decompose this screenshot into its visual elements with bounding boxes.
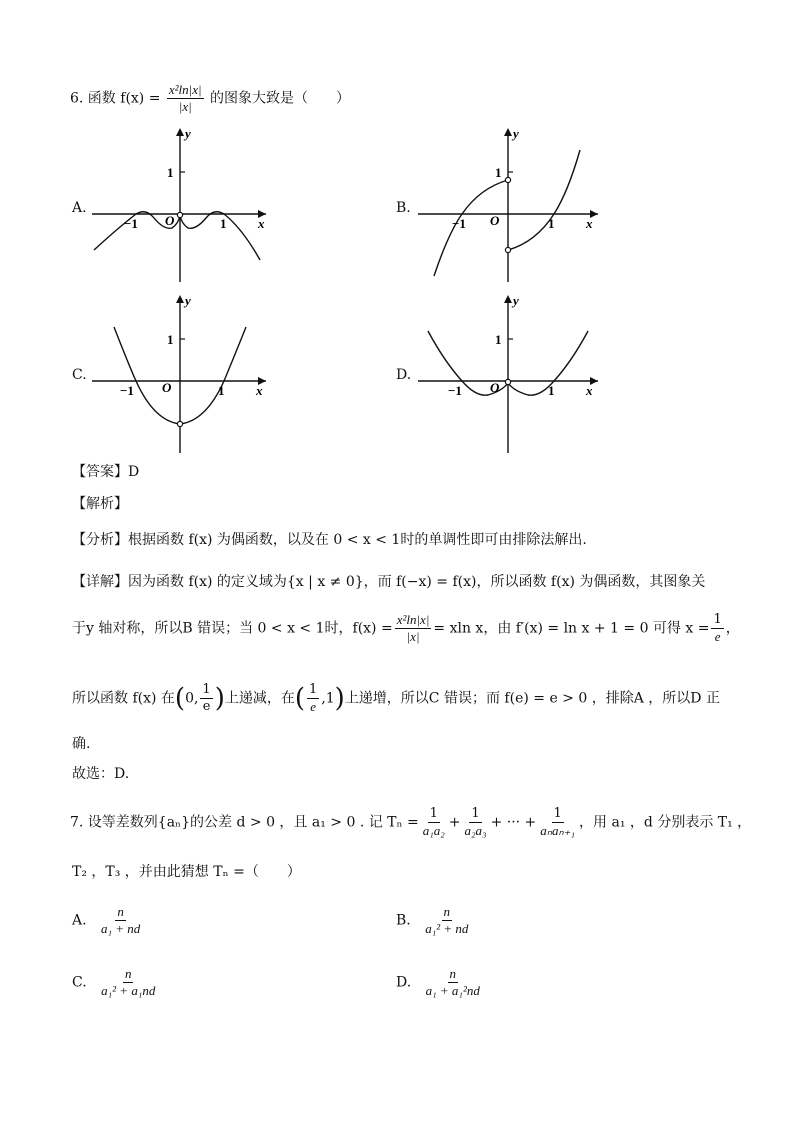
q7-option-c [72,966,159,999]
q7-option-b [396,904,472,937]
answer-value: D [128,464,140,480]
q7-option-b-label: B. [396,912,411,929]
q6-xiangjie-line1 [72,572,705,592]
graph-a [88,124,270,284]
q7-option-d-den: a₁ + a₁²nd [425,983,480,998]
q6-fraction [167,82,204,115]
graph-d-origin: O [490,380,500,395]
graph-a-y-arrow [176,128,184,136]
graph-c-y-arrow [176,295,184,303]
graph-b-tick-pos-label: 1 [548,216,555,231]
graph-d-tick-y-label: 1 [495,332,502,347]
answer-tag: 【答案】 [72,464,128,480]
xj-line3-c: 上递增，所以C 错误；而 f(e) = e > 0 ，排除A ，所以D 正 [344,690,720,707]
q7-option-a-num: n [117,904,124,919]
q6-fenxi [72,530,587,550]
q7-option-d-frac [424,966,482,999]
graph-b-y-arrow [504,128,512,136]
graph-d-tick-pos-label: 1 [548,383,555,398]
q6-answer [72,462,139,482]
xj-line3-int2-num: 1 [309,682,318,697]
q6-xiangjie-line3: 所以函数 f(x) 在(0, $\frac{1}{e}$ )上递减，在( $\frac{1}{e}$ ,1)上递增，所以C 错误；而 f(e) = e > 0 ，排除A ，所以D 正 [72,682,720,714]
graph-c-axis-x-label: x [256,383,263,398]
q7-term1-den: a₁a₂ [422,823,445,838]
fenxi-tag: 【分析】 [72,532,128,548]
graph-c-axis-y-label: y [185,293,191,308]
q7-option-c-den: a₁² + a₁nd [101,983,156,998]
q7-option-a-label: A. [72,912,87,929]
graph-b-axis-y-label: y [513,126,519,141]
q7-option-d [396,966,484,999]
xj-line3-int1-den: e [202,699,211,714]
xj-line3-int1-a: 0, [185,690,199,707]
q7-termn-den: aₙaₙ₊₁ [540,823,576,838]
q6-stem [70,82,350,115]
graph-d-y-arrow [504,295,512,303]
q6-frac-num: x²ln|x| [168,82,202,97]
xj-line3-int2-den: e [310,699,317,714]
q7-option-a-den: a₁ + nd [101,921,141,936]
graph-a-axis-y-label: y [185,126,191,141]
graph-a-tick-neg-label: −1 [124,216,138,231]
graph-b-curve-left [434,180,508,276]
graph-c-hole [177,421,182,426]
graph-c-label: C. [72,367,87,383]
q7-term2 [463,806,489,839]
q7-option-b-den: a₁² + nd [425,921,469,936]
q7-stem-a: 7. 设等差数列{aₙ}的公差 d > 0 ，且 a₁ > 0 . 记 Tₙ = [70,814,419,831]
fenxi-text: 根据函数 f(x) 为偶函数，以及在 0 < x < 1时的单调性即可由排除法解出. [128,532,587,548]
q6-frac-den: |x| [178,99,192,114]
q7-stem-line1 [70,806,751,839]
q6-xiangjie-line4: 确. [72,736,91,752]
xj-line2-frac2-num: 1 [713,612,722,627]
graph-a-tick-pos-label: 1 [220,216,227,231]
graph-a-axis-x-label: x [258,216,265,231]
graph-d-axis-x-label: x [586,383,593,398]
q7-option-a [72,904,144,937]
graph-c [88,291,270,455]
q7-termn-num: 1 [553,806,562,821]
xj-line2-fraction2 [711,612,723,645]
q6-choose: 故选：D. [72,766,130,782]
q7-dots: + ··· + [490,814,537,831]
xj-line3-int2-frac [307,682,319,715]
xj-line2-frac-den: |x| [406,629,420,644]
xj-line3-b: 上递减，在 [224,690,295,707]
q7-option-a-frac [99,904,142,937]
graph-d-tick-neg-label: −1 [448,383,462,398]
q7-term2-num: 1 [471,806,480,821]
xj-line3-a: 所以函数 f(x) 在 [72,690,175,707]
q7-term2-den: a₂a₃ [464,823,487,838]
xj-line2-b: = xln x，由 f′(x) = ln x + 1 = 0 可得 x = [433,620,710,637]
xj-line3-int1-frac [200,682,212,715]
q7-option-d-num: n [449,966,456,981]
xj-line3-int2-b: ,1 [321,690,335,707]
xiangjie-line1-text: 因为函数 f(x) 的定义域为{x | x ≠ 0}，而 f(−x) = f(x)，所以函数 f(x) 为偶函数，其图象关 [128,574,706,590]
q6-xiangjie-line2 [72,612,740,645]
graph-a-origin: O [165,213,175,228]
q7-option-b-num: n [443,904,451,919]
q7-option-c-label: C. [72,974,87,991]
graph-b-hole-bottom [505,247,510,252]
graph-b-axis-x-label: x [586,216,593,231]
graph-a-tick-y-label: 1 [167,165,174,180]
q7-plus: + [448,814,461,831]
q7-stem-line2: T₂ ，T₃ ，并由此猜想 Tₙ =（ ） [72,864,301,880]
q7-option-b-frac [423,904,470,937]
graph-c-tick-pos-label: 1 [218,383,225,398]
graph-d-axis-y-label: y [513,293,519,308]
graph-b-tick-neg-label: −1 [452,216,466,231]
graph-b-hole-top [505,177,510,182]
xj-line2-a: 于y 轴对称，所以B 错误；当 0 < x < 1时，f(x) = [72,620,393,637]
graph-c-tick-neg-label: −1 [120,383,134,398]
graph-b [414,124,604,284]
xj-line2-frac-num: x²ln|x| [396,612,430,627]
graph-c-tick-y-label: 1 [167,332,174,347]
graph-b-curve-right [508,150,580,250]
q7-term1-num: 1 [429,806,438,821]
xiangjie-tag: 【详解】 [72,574,128,590]
q6-stem-tail: 的图象大致是（ ） [205,90,351,107]
graph-b-label: B. [396,200,411,216]
q7-option-c-frac [99,966,157,999]
q7-stem-b: ，用 a₁ ，d 分别表示 T₁ ， [579,814,752,831]
xj-line2-fraction [395,612,432,645]
graph-b-tick-y-label: 1 [495,165,502,180]
graph-c-origin: O [162,380,172,395]
q6-analysis-tag: 【解析】 [72,496,128,512]
xj-line2-frac2-den: e [714,629,721,644]
graph-a-label: A. [72,200,87,216]
q7-option-c-num: n [124,966,132,981]
q7-termn [538,806,577,839]
graph-d-hole [505,379,510,384]
graph-a-hole [177,212,182,217]
graph-d [414,291,604,455]
graph-b-origin: O [490,213,500,228]
q7-option-d-label: D. [396,974,412,991]
q6-stem-lead: 6. 函数 f(x) = [70,90,165,107]
q7-term1 [421,806,447,839]
xj-line2-c: ， [725,620,740,637]
graph-d-label: D. [396,367,412,383]
xj-line3-int1-num: 1 [202,682,211,697]
